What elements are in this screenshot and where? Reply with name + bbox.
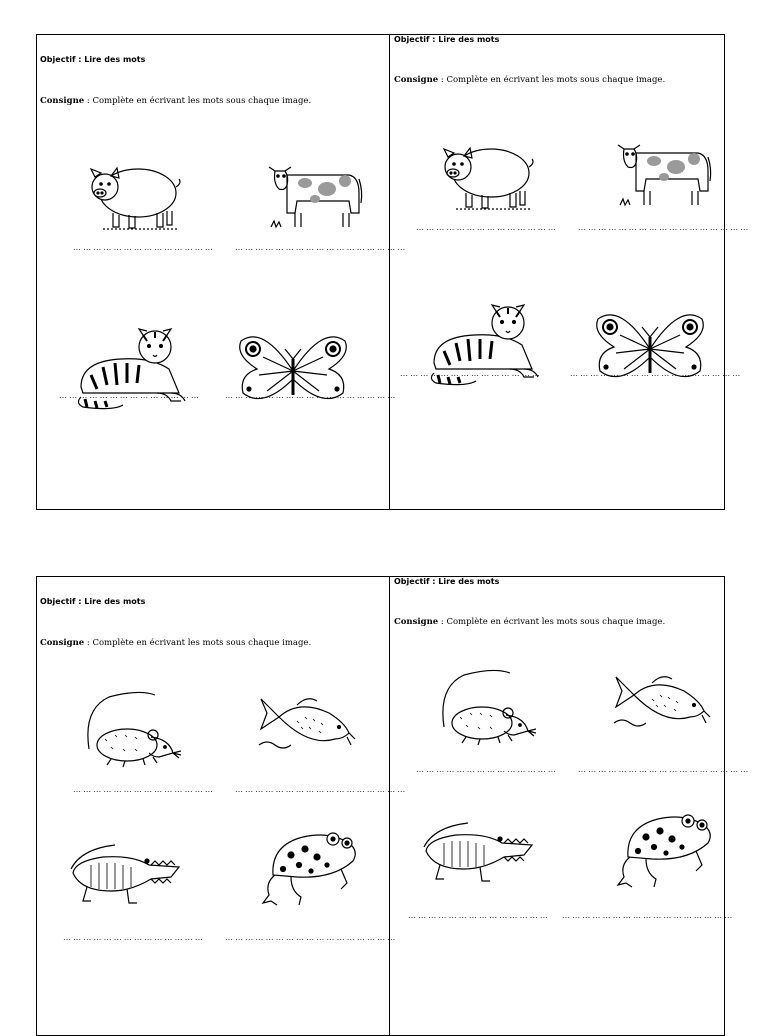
- objective-heading: Objectif : Lire des mots: [394, 577, 500, 586]
- frog-illustration: [616, 807, 716, 891]
- answer-line-butterfly[interactable]: … … … … … … … … … … … … … … … … …: [225, 391, 396, 400]
- answer-line-cow[interactable]: … … … … … … … … … … … … … … … … …: [578, 223, 749, 232]
- worksheet-cell-left: [37, 35, 406, 509]
- worksheet-top: [36, 34, 749, 510]
- worksheet-bottom: [36, 576, 749, 1036]
- mouse-illustration: [436, 667, 536, 747]
- answer-line-crocodile[interactable]: … … … … … … … … … … … … … …: [408, 911, 548, 920]
- worksheet-cell-right: [390, 577, 749, 1035]
- worksheet-cell-left: [37, 577, 406, 1035]
- butterfly-illustration: [588, 309, 712, 391]
- answer-line-frog[interactable]: … … … … … … … … … … … … … … … … …: [225, 933, 396, 942]
- instruction: Consigne : Complète en écrivant les mots sous chaque image.: [394, 75, 666, 85]
- answer-line-mouse[interactable]: … … … … … … … … … … … … … …: [73, 785, 213, 794]
- crocodile-illustration: [420, 817, 536, 887]
- answer-line-butterfly[interactable]: … … … … … … … … … … … … … … … … …: [570, 369, 741, 378]
- butterfly-illustration: [231, 331, 355, 413]
- answer-line-fish[interactable]: … … … … … … … … … … … … … … … … …: [578, 765, 749, 774]
- answer-line-tiger[interactable]: … … … … … … … … … … … … … …: [400, 369, 540, 378]
- answer-line-pig[interactable]: … … … … … … … … … … … … … …: [416, 223, 556, 232]
- instruction: Consigne : Complète en écrivant les mots sous chaque image.: [40, 638, 312, 648]
- answer-line-frog[interactable]: … … … … … … … … … … … … … … … … …: [562, 911, 733, 920]
- worksheet-cell-right: [390, 35, 749, 509]
- objective-heading: Objectif : Lire des mots: [40, 55, 146, 64]
- frog-illustration: [261, 825, 361, 909]
- instruction: Consigne : Complète en écrivant les mots sous chaque image.: [394, 617, 666, 627]
- fish-illustration: [257, 685, 357, 765]
- fish-illustration: [612, 663, 712, 743]
- answer-line-tiger[interactable]: … … … … … … … … … … … … … …: [59, 391, 199, 400]
- answer-line-crocodile[interactable]: … … … … … … … … … … … … … …: [63, 933, 203, 942]
- answer-line-pig[interactable]: … … … … … … … … … … … … … …: [73, 243, 213, 252]
- answer-line-cow[interactable]: … … … … … … … … … … … … … … … … …: [235, 243, 406, 252]
- instruction: Consigne : Complète en écrivant les mots sous chaque image.: [40, 96, 312, 106]
- crocodile-illustration: [67, 839, 183, 909]
- cow-illustration: [614, 131, 714, 211]
- cow-illustration: [265, 153, 365, 233]
- answer-line-fish[interactable]: … … … … … … … … … … … … … … … … …: [235, 785, 406, 794]
- objective-heading: Objectif : Lire des mots: [40, 597, 146, 606]
- pig-illustration: [436, 137, 536, 212]
- answer-line-mouse[interactable]: … … … … … … … … … … … … … …: [416, 765, 556, 774]
- pig-illustration: [83, 157, 183, 232]
- mouse-illustration: [81, 689, 181, 769]
- objective-heading: Objectif : Lire des mots: [394, 35, 500, 44]
